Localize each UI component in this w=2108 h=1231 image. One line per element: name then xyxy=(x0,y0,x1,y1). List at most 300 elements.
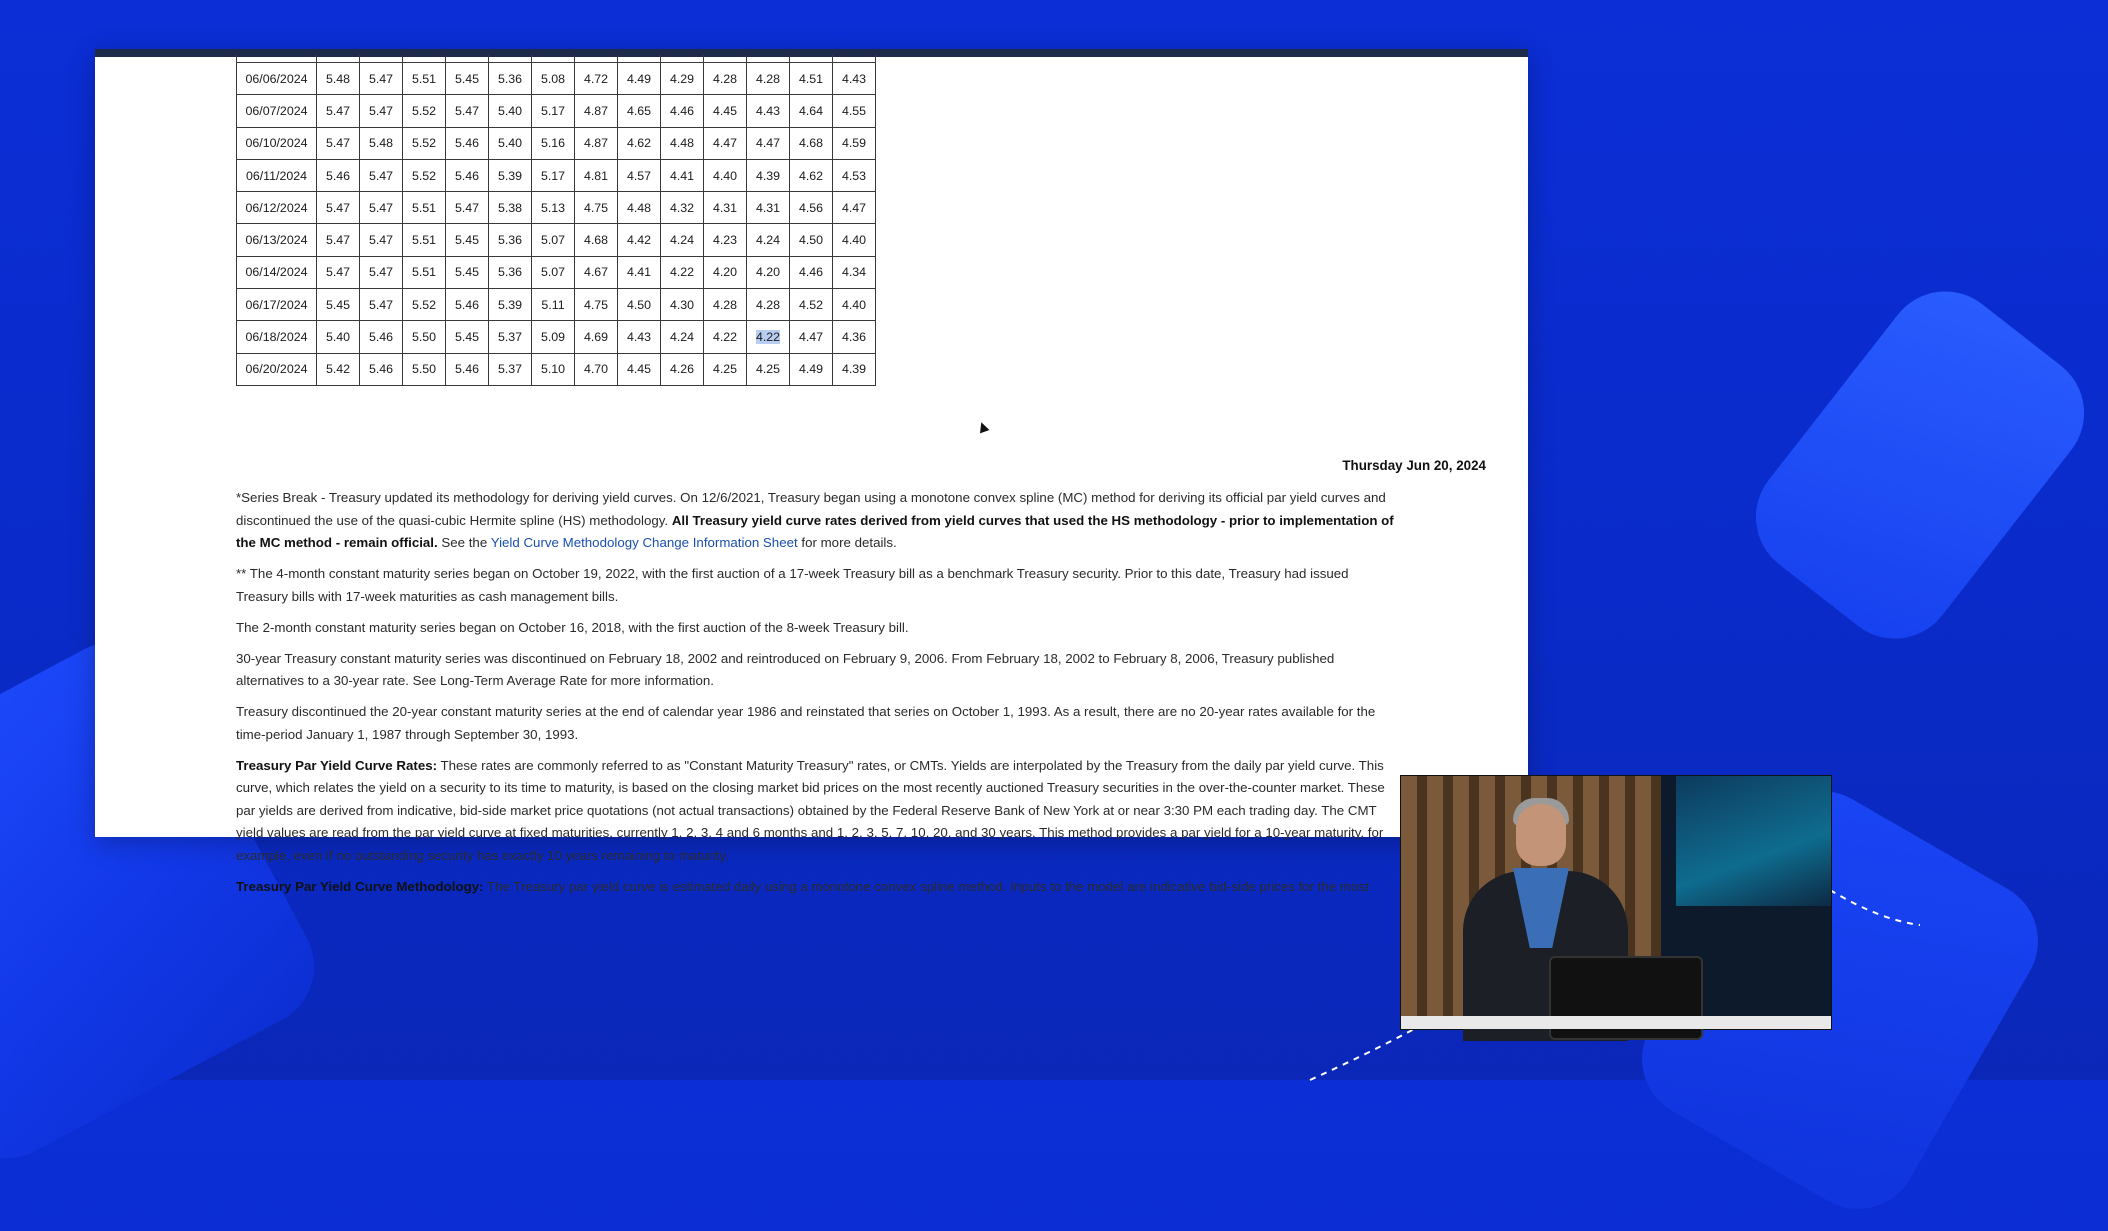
cell-value-text: 5.45 xyxy=(454,330,480,345)
cell-value-text: 5.47 xyxy=(325,136,351,151)
table-cell xyxy=(489,55,532,63)
cell-value-text: 4.75 xyxy=(583,297,609,312)
cell-value-text: 4.55 xyxy=(841,103,867,118)
cell-value-text: 4.59 xyxy=(841,136,867,151)
table-cell-value xyxy=(704,192,747,224)
table-cell-value xyxy=(661,224,704,256)
cell-value-text: 4.28 xyxy=(712,71,738,86)
mouse-cursor xyxy=(977,421,990,434)
table-cell-value xyxy=(360,127,403,159)
table-cell-value xyxy=(317,159,360,191)
cell-value-text: 5.51 xyxy=(411,233,437,248)
table-cell-value xyxy=(532,63,575,95)
cell-value-text: 5.17 xyxy=(540,103,566,118)
cell-value-text: 4.36 xyxy=(841,330,867,345)
table-cell-value xyxy=(575,256,618,288)
cell-value-text: 5.46 xyxy=(368,362,394,377)
table-cell-value xyxy=(661,159,704,191)
cell-value-text: 4.65 xyxy=(626,103,652,118)
as-of-date: Thursday Jun 20, 2024 xyxy=(1342,458,1486,473)
table-cell-value xyxy=(317,224,360,256)
table-cell xyxy=(618,55,661,63)
cell-value-text: 4.57 xyxy=(626,168,652,183)
table-cell-value xyxy=(790,224,833,256)
cell-value-text: 5.17 xyxy=(540,168,566,183)
table-cell xyxy=(833,55,876,63)
note-series-break-see: See the xyxy=(437,535,491,550)
table-cell-value xyxy=(747,224,790,256)
cell-value-text: 4.45 xyxy=(626,362,652,377)
cell-value-text: 5.47 xyxy=(368,200,394,215)
table-cell-value xyxy=(360,289,403,321)
table-cell-value xyxy=(446,321,489,353)
table-cell-value xyxy=(317,192,360,224)
table-cell-value xyxy=(661,63,704,95)
table-cell-value xyxy=(833,63,876,95)
cell-value-text: 4.48 xyxy=(626,200,652,215)
cell-value-text: 5.37 xyxy=(497,330,523,345)
cell-value-text: 4.47 xyxy=(841,200,867,215)
cell-value-text: 4.72 xyxy=(583,71,609,86)
table-cell-value xyxy=(446,95,489,127)
table-cell-date: 06/07/2024 xyxy=(237,95,317,127)
note-series-break-text: *Series Break - Treasury updated its methodology for deriving yield curves. On 12/6/2021, Treasury began using a monotone convex spline (MC) method for deriving its official par yield curves and discontinued the use of the quasi-cubic Hermite spline (HS) methodology. xyxy=(236,490,1386,528)
cell-value-text: 4.51 xyxy=(798,71,824,86)
cell-value-text: 5.50 xyxy=(411,362,437,377)
cell-value-text: 4.53 xyxy=(841,168,867,183)
table-cell-value xyxy=(618,289,661,321)
cell-value-text: 4.28 xyxy=(712,297,738,312)
cell-value-text: 4.50 xyxy=(626,297,652,312)
cell-value-text: 4.22 xyxy=(669,265,695,280)
table-cell-value xyxy=(360,192,403,224)
cell-value-text: 4.31 xyxy=(712,200,738,215)
cell-value-text: 5.51 xyxy=(411,265,437,280)
table-cell-value xyxy=(489,321,532,353)
table-cell xyxy=(704,55,747,63)
cell-value-text: 5.47 xyxy=(454,103,480,118)
table-cell-value xyxy=(704,63,747,95)
table-row xyxy=(237,127,876,159)
table-cell-value xyxy=(403,63,446,95)
cell-value-text: 4.75 xyxy=(583,200,609,215)
cell-value-text: 5.52 xyxy=(411,103,437,118)
cell-value-text: 5.47 xyxy=(368,297,394,312)
table-cell-value xyxy=(575,63,618,95)
note-methodology xyxy=(236,876,1398,899)
table-cell-value xyxy=(747,95,790,127)
methodology-change-link[interactable]: Yield Curve Methodology Change Information Sheet xyxy=(490,535,798,550)
note-series-break-bold: All Treasury yield curve rates derived from yield curves that used the HS methodology - prior to implementation of the MC method - remain official. xyxy=(236,512,1394,550)
cell-value-text: 4.49 xyxy=(626,71,652,86)
table-cell-value xyxy=(661,321,704,353)
table-cell-value xyxy=(661,127,704,159)
table-cell-value xyxy=(360,95,403,127)
cell-value-text: 5.40 xyxy=(497,103,523,118)
cell-value-text: 5.52 xyxy=(411,297,437,312)
table-cell-value xyxy=(790,353,833,385)
cell-value-text: 5.48 xyxy=(368,136,394,151)
table-cell-value xyxy=(575,321,618,353)
cell-value-text: 4.40 xyxy=(712,168,738,183)
table-cell-value xyxy=(532,256,575,288)
table-cell-value xyxy=(618,256,661,288)
table-cell-value xyxy=(661,256,704,288)
table-cell xyxy=(317,55,360,63)
table-cell-value xyxy=(532,192,575,224)
cell-value-text: 5.45 xyxy=(325,297,351,312)
cell-value-text: 5.47 xyxy=(368,233,394,248)
cell-value-text: 5.09 xyxy=(540,330,566,345)
cell-value-text: 4.24 xyxy=(669,330,695,345)
cell-value-text: 4.24 xyxy=(755,233,781,248)
cell-value-text: 4.81 xyxy=(583,168,609,183)
table-cell-value xyxy=(833,159,876,191)
table-cell-value xyxy=(661,353,704,385)
table-cell-date: 06/20/2024 xyxy=(237,353,317,385)
cell-value-text: 5.46 xyxy=(454,136,480,151)
table-cell-value xyxy=(833,192,876,224)
table-cell-value xyxy=(618,63,661,95)
cell-value-text: 4.49 xyxy=(798,362,824,377)
page-content xyxy=(236,55,1486,894)
table-cell xyxy=(661,55,704,63)
cell-value-text: 4.56 xyxy=(798,200,824,215)
cell-value-text: 5.47 xyxy=(325,103,351,118)
table-cell-value xyxy=(704,289,747,321)
table-cell-value xyxy=(532,321,575,353)
table-cell-value xyxy=(747,63,790,95)
cell-value-text: 4.39 xyxy=(841,362,867,377)
table-cell-date: 06/14/2024 xyxy=(237,256,317,288)
cell-value-text: 5.47 xyxy=(368,265,394,280)
table-cell-value xyxy=(317,353,360,385)
table-cell-value xyxy=(317,127,360,159)
table-cell-value xyxy=(489,353,532,385)
table-cell-value xyxy=(446,192,489,224)
cell-value-text: 4.45 xyxy=(712,103,738,118)
cell-value-text: 4.68 xyxy=(583,233,609,248)
cell-value-text: 4.23 xyxy=(712,233,738,248)
table-cell xyxy=(790,55,833,63)
table-cell-date: 06/12/2024 xyxy=(237,192,317,224)
table-cell-value xyxy=(704,321,747,353)
cell-value-text: 5.51 xyxy=(411,200,437,215)
cell-value-text: 4.62 xyxy=(626,136,652,151)
table-cell-value xyxy=(661,95,704,127)
cell-value-text: 4.62 xyxy=(798,168,824,183)
table-cell-date: 06/13/2024 xyxy=(237,224,317,256)
cell-value-text: 4.40 xyxy=(841,297,867,312)
table-cell-value xyxy=(403,321,446,353)
table-cell-value xyxy=(489,256,532,288)
cell-value-text: 5.39 xyxy=(497,168,523,183)
table-cell-value xyxy=(790,192,833,224)
table-cell-value xyxy=(790,95,833,127)
table-cell-value xyxy=(833,321,876,353)
webcam-chart-screen xyxy=(1676,776,1831,906)
note-par-yield-rates xyxy=(236,755,1398,868)
table-cell-value xyxy=(618,224,661,256)
cell-value-text: 5.07 xyxy=(540,233,566,248)
cell-value-text: 4.46 xyxy=(798,265,824,280)
note-two-month: The 2-month constant maturity series began on October 16, 2018, with the first auction of the 8-week Treasury bill. xyxy=(236,619,909,635)
table-cell-value xyxy=(661,192,704,224)
table-cell-value xyxy=(532,127,575,159)
table-cell-value xyxy=(704,95,747,127)
table-cell-value xyxy=(360,256,403,288)
cell-value-text: 4.32 xyxy=(669,200,695,215)
table-cell-value xyxy=(790,289,833,321)
table-cell-value xyxy=(618,192,661,224)
table-cell xyxy=(747,55,790,63)
table-row xyxy=(237,289,876,321)
cell-value-text: 4.47 xyxy=(712,136,738,151)
table-cell xyxy=(532,55,575,63)
cell-value-text: 4.39 xyxy=(755,168,781,183)
table-row xyxy=(237,321,876,353)
table-cell-value xyxy=(360,224,403,256)
cell-value-text: 4.20 xyxy=(755,265,781,280)
table-cell-value xyxy=(747,321,790,353)
table-cell-value xyxy=(618,321,661,353)
table-cell-value xyxy=(833,127,876,159)
table-cell-value xyxy=(403,192,446,224)
note-thirty-year: 30-year Treasury constant maturity series was discontinued on February 18, 2002 and reintroduced on February 9, 2006. From February 18, 2002 to February 8, 2006, Treasury published alternatives to a 30-year rate. See Long-Term Average Rate for more information. xyxy=(236,650,1335,688)
table-cell-value xyxy=(489,95,532,127)
cell-value-text: 4.22 xyxy=(712,330,738,345)
note-par-yield-rates-title: Treasury Par Yield Curve Rates: xyxy=(236,757,438,773)
cell-value-text: 4.42 xyxy=(626,233,652,248)
table-cell-value xyxy=(489,127,532,159)
table-cell-value xyxy=(790,127,833,159)
table-cell-value xyxy=(446,224,489,256)
table-row xyxy=(237,63,876,95)
note-series-break-end: for more details. xyxy=(797,535,897,550)
cell-value-text: 4.26 xyxy=(669,362,695,377)
table-cell-value xyxy=(704,159,747,191)
table-cell-value xyxy=(446,289,489,321)
cell-value-text: 4.70 xyxy=(583,362,609,377)
cell-value-text: 5.48 xyxy=(325,71,351,86)
cell-value-text: 5.10 xyxy=(540,362,566,377)
cell-value-text: 4.68 xyxy=(798,136,824,151)
table-cell-value xyxy=(403,256,446,288)
cell-value-text: 4.30 xyxy=(669,297,695,312)
table-cell-value xyxy=(575,224,618,256)
cell-value-text: 4.48 xyxy=(669,136,695,151)
cell-value-text: 4.24 xyxy=(669,233,695,248)
table-cell-value xyxy=(317,321,360,353)
webcam-overlay xyxy=(1400,775,1832,1030)
table-cell-value xyxy=(446,159,489,191)
table-cell-value xyxy=(360,63,403,95)
table-cell-value xyxy=(360,159,403,191)
table-cell-value xyxy=(833,95,876,127)
cell-value-text: 4.46 xyxy=(669,103,695,118)
cell-value-text: 5.39 xyxy=(497,297,523,312)
cell-value-text: 4.47 xyxy=(755,136,781,151)
webcam-person-head xyxy=(1516,804,1566,866)
table-cell-value xyxy=(790,321,833,353)
cell-value-text: 4.25 xyxy=(755,362,781,377)
table-cell-value xyxy=(618,127,661,159)
cell-value-text: 5.46 xyxy=(325,168,351,183)
cell-value-text: 5.45 xyxy=(454,265,480,280)
cell-value-text: 4.69 xyxy=(583,330,609,345)
webcam-desk xyxy=(1401,1016,1831,1029)
notes-section xyxy=(236,487,1398,907)
table-cell-value xyxy=(747,127,790,159)
table-row xyxy=(237,256,876,288)
cell-value-text: 5.13 xyxy=(540,200,566,215)
table-cell-value xyxy=(317,95,360,127)
table-cell-value xyxy=(403,95,446,127)
table-cell-value xyxy=(575,127,618,159)
table-cell-value xyxy=(575,95,618,127)
cell-value-text: 5.46 xyxy=(368,330,394,345)
table-cell-value xyxy=(704,224,747,256)
note-four-month: ** The 4-month constant maturity series began on October 19, 2022, with the first auction of a 17-week Treasury bill as a benchmark Treasury security. Prior to this date, Treasury had issued Treasury bills with 17-week maturities as cash management bills. xyxy=(236,566,1349,604)
table-cell-date: 06/17/2024 xyxy=(237,289,317,321)
table-cell-value xyxy=(446,63,489,95)
table-cell-value xyxy=(446,353,489,385)
table-cell-value xyxy=(317,289,360,321)
cell-value-text: 4.50 xyxy=(798,233,824,248)
table-cell-value xyxy=(489,63,532,95)
table-cell-value xyxy=(575,192,618,224)
table-row xyxy=(237,159,876,191)
table-cell-value xyxy=(360,321,403,353)
cell-value-text: 5.47 xyxy=(325,233,351,248)
table-cell-value xyxy=(747,289,790,321)
cell-value-text: 5.47 xyxy=(368,103,394,118)
table-cell-value xyxy=(747,192,790,224)
cell-value-text: 5.40 xyxy=(325,330,351,345)
table-cell-value xyxy=(790,159,833,191)
table-cell-value xyxy=(403,127,446,159)
table-cell-value xyxy=(489,192,532,224)
table-cell-value xyxy=(704,256,747,288)
table-cell-value xyxy=(618,95,661,127)
table-cell-value xyxy=(661,289,704,321)
cell-value-text: 5.36 xyxy=(497,233,523,248)
table-row-partial xyxy=(237,55,876,63)
cell-value-text: 4.28 xyxy=(755,71,781,86)
table-cell xyxy=(360,55,403,63)
table-cell-value xyxy=(704,127,747,159)
cell-value-text: 5.52 xyxy=(411,136,437,151)
table-cell-value xyxy=(790,63,833,95)
cell-value-text: 4.22 xyxy=(755,330,781,345)
table-cell-date: 06/06/2024 xyxy=(237,63,317,95)
cell-value-text: 5.47 xyxy=(325,200,351,215)
cell-value-text: 4.34 xyxy=(841,265,867,280)
cell-value-text: 5.16 xyxy=(540,136,566,151)
note-twenty-year: Treasury discontinued the 20-year constant maturity series at the end of calendar year 1986 and reinstated that series on October 1, 1993. As a result, there are no 20-year rates available for the time-period January 1, 1987 through September 30, 1993. xyxy=(236,704,1376,742)
cell-value-text: 5.52 xyxy=(411,168,437,183)
cell-value-text: 5.45 xyxy=(454,71,480,86)
cell-value-text: 4.52 xyxy=(798,297,824,312)
cell-value-text: 4.43 xyxy=(626,330,652,345)
table-cell-date: 06/11/2024 xyxy=(237,159,317,191)
table-cell xyxy=(237,55,317,63)
table-cell-value xyxy=(489,224,532,256)
cell-value-text: 4.87 xyxy=(583,136,609,151)
table-cell-value xyxy=(618,159,661,191)
table-cell-value xyxy=(317,63,360,95)
cell-value-text: 4.41 xyxy=(669,168,695,183)
cell-value-text: 5.07 xyxy=(540,265,566,280)
table-cell-value xyxy=(532,353,575,385)
table-cell-date: 06/10/2024 xyxy=(237,127,317,159)
table-cell xyxy=(575,55,618,63)
table-cell-value xyxy=(575,289,618,321)
table-cell-value xyxy=(403,353,446,385)
cell-value-text: 5.45 xyxy=(454,233,480,248)
yield-curve-table xyxy=(236,55,876,386)
cell-value-text: 5.47 xyxy=(325,265,351,280)
table-cell xyxy=(403,55,446,63)
table-row xyxy=(237,353,876,385)
table-cell-value xyxy=(575,353,618,385)
cell-value-text: 5.47 xyxy=(368,168,394,183)
table-cell-value xyxy=(833,224,876,256)
note-methodology-text: The Treasury par yield curve is estimated daily using a monotone convex spline method. Inputs to the model are indicative bid-side prices for the most xyxy=(483,878,1369,894)
cell-value-text: 5.50 xyxy=(411,330,437,345)
note-par-yield-rates-text: These rates are commonly referred to as "Constant Maturity Treasury" rates, or CMTs. Yields are interpolated by the Treasury from the daily par yield curve. This curve, which relates the yield on a security to its time to maturity, is based on the closing market bid prices on the most recently auctioned Treasury securities in the over-the-counter market. These par yields are derived from indicative, bid-side market price quotations (not actual transactions) obtained by the Federal Reserve Bank of New York at or near 3:30 PM each trading day. The CMT yield values are read from the par yield curve at fixed maturities, currently 1, 2, 3, 4 and 6 months and 1, 2, 3, 5, 7, 10, 20, and 30 years. This method provides a par yield for a 10-year maturity, for example, even if no outstanding security has exactly 10 years remaining to maturity. xyxy=(236,757,1385,863)
table-cell-value xyxy=(704,353,747,385)
table-cell-value xyxy=(446,256,489,288)
cell-value-text: 5.46 xyxy=(454,297,480,312)
cell-value-text: 4.43 xyxy=(841,71,867,86)
cell-value-text: 5.36 xyxy=(497,265,523,280)
table-cell-value xyxy=(575,159,618,191)
cell-value-text: 4.47 xyxy=(798,330,824,345)
table-cell-value xyxy=(489,289,532,321)
cell-value-text: 4.25 xyxy=(712,362,738,377)
background-shape-right xyxy=(1732,267,2108,662)
cell-value-text: 4.41 xyxy=(626,265,652,280)
table-cell-value xyxy=(532,224,575,256)
cell-value-text: 5.11 xyxy=(541,297,565,312)
table-cell-value xyxy=(532,95,575,127)
browser-window xyxy=(95,49,1528,894)
table-cell-value xyxy=(833,353,876,385)
cell-value-text: 5.46 xyxy=(454,168,480,183)
cell-value-text: 4.40 xyxy=(841,233,867,248)
table-cell-value xyxy=(747,256,790,288)
table-cell-value xyxy=(446,127,489,159)
cell-value-text: 5.47 xyxy=(454,200,480,215)
cell-value-text: 5.42 xyxy=(325,362,351,377)
cell-value-text: 5.40 xyxy=(497,136,523,151)
cell-value-text: 5.36 xyxy=(497,71,523,86)
table-cell-value xyxy=(790,256,833,288)
cell-value-text: 5.47 xyxy=(368,71,394,86)
cell-value-text: 4.31 xyxy=(755,200,781,215)
table-cell-value xyxy=(532,289,575,321)
cell-value-text: 4.29 xyxy=(669,71,695,86)
cell-value-text: 4.87 xyxy=(583,103,609,118)
note-series-break xyxy=(236,487,1398,555)
table-cell-value xyxy=(532,159,575,191)
cell-value-text: 4.64 xyxy=(798,103,824,118)
table-cell-value xyxy=(317,256,360,288)
table-cell-value xyxy=(360,353,403,385)
table-cell-value xyxy=(747,159,790,191)
table-cell-date: 06/18/2024 xyxy=(237,321,317,353)
